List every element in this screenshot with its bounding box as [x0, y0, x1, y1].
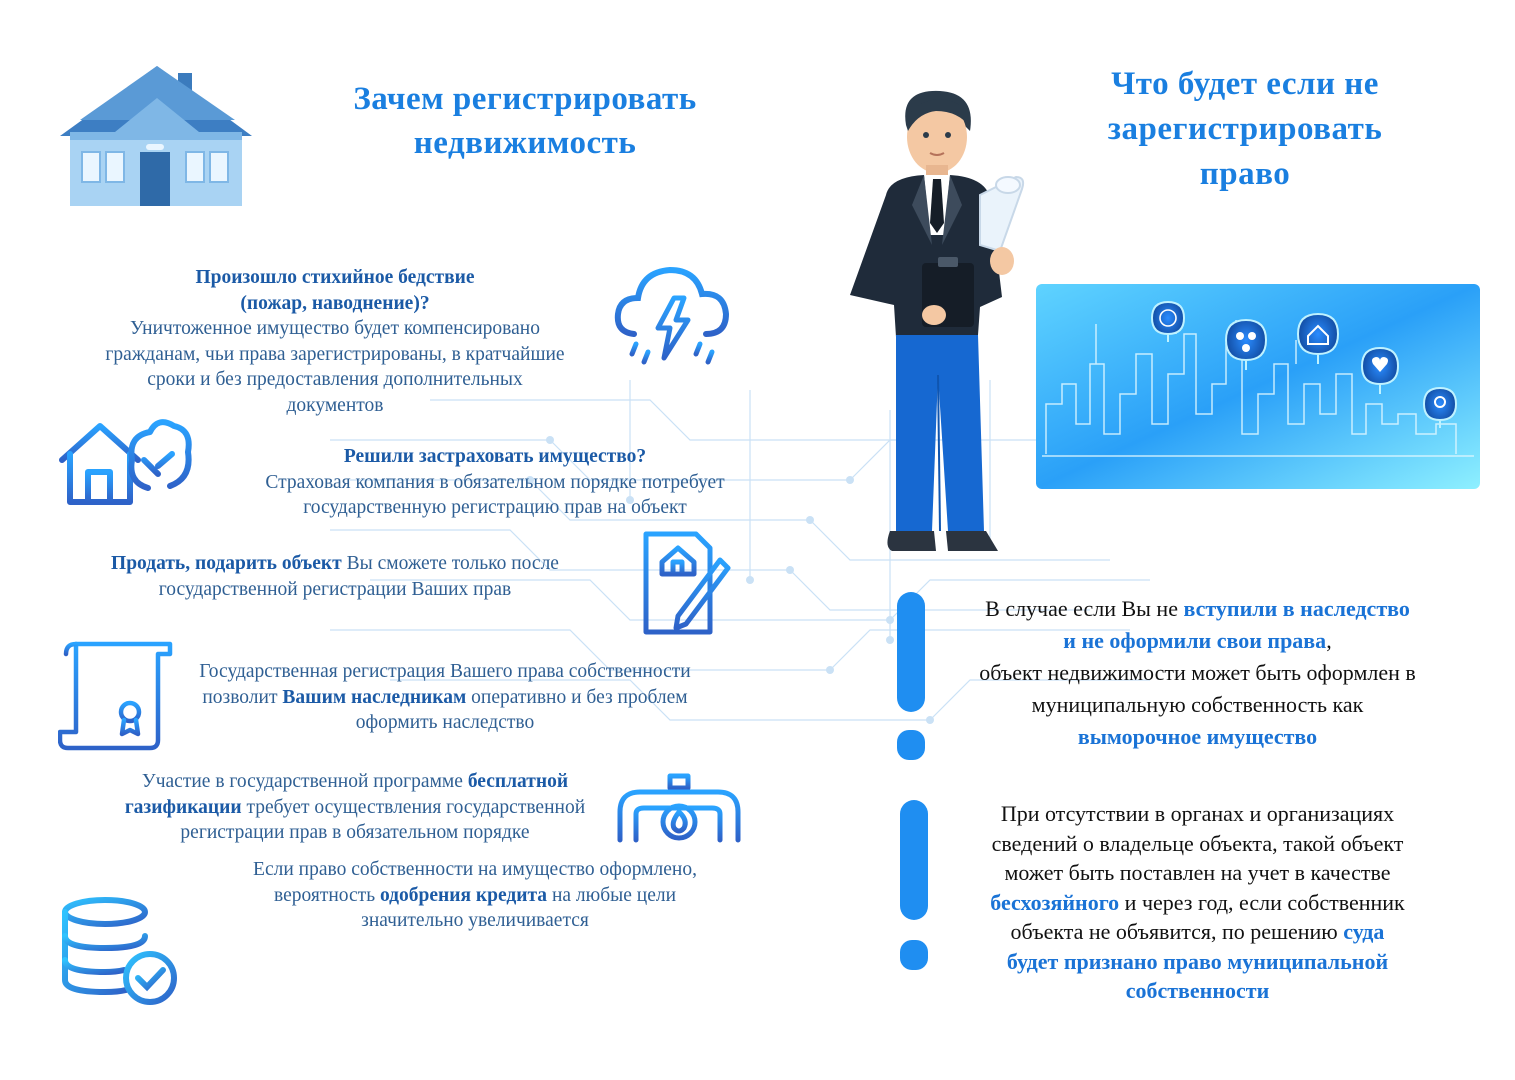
ownerless-line-1: При отсутствии в органах и организациях: [1000, 801, 1395, 826]
gas-paragraph: [60, 769, 650, 846]
escheat-paragraph: [935, 593, 1460, 753]
exclamation-icon-2: [896, 800, 932, 972]
sale-bold: Продать, подарить объект: [111, 553, 342, 574]
inheritance-text-b: оперативно и без проблем: [466, 686, 688, 708]
left-title: Зачем регистрировать недвижимость: [353, 81, 697, 161]
ownerless-bold-5: суда: [1343, 919, 1385, 944]
right-title: Что будет если не зарегистрировать право: [1107, 66, 1383, 192]
credit-line-3: значительно увеличивается: [361, 910, 589, 931]
inheritance-bold: Вашим наследникам: [282, 686, 467, 708]
ownerless-bold-6: будет признано право муниципальной: [1006, 948, 1389, 974]
gas-line-3: регистрации прав в обязательном порядке: [180, 822, 530, 843]
gas-bold-2: газификации: [124, 796, 242, 818]
gas-bold-1: бесплатной: [467, 771, 569, 792]
sale-paragraph: [40, 551, 630, 602]
gas-text-1: Участие в государственной программе: [141, 771, 468, 792]
escheat-line-4: муниципальную собственность как: [1031, 692, 1364, 717]
escheat-text-1: В случае если Вы не: [985, 596, 1184, 621]
smart-city-illustration: [1036, 284, 1480, 489]
ownerless-bold-4: бесхозяйного: [990, 889, 1120, 915]
escheat-bold-5: выморочное имущество: [1077, 724, 1318, 749]
inheritance-line-3: оформить наследство: [355, 712, 535, 733]
disaster-question-1: Произошло стихийное бедствие: [195, 267, 475, 288]
disaster-line-1: Уничтоженное имущество будет компенсировано: [130, 318, 540, 339]
credit-text-a: вероятность: [273, 884, 380, 906]
credit-bold: одобрения кредита: [379, 884, 548, 906]
insurance-line-1: Страховая компания в обязательном порядке потребует: [265, 471, 725, 493]
storm-cloud-icon: [612, 262, 732, 372]
house-icon: [60, 40, 255, 210]
ownerless-text-4: и через год, если собственник: [1119, 889, 1405, 915]
insurance-line-2: государственную регистрацию прав на объект: [303, 497, 687, 518]
ownerless-text-5: объекта не объявится, по решению: [1010, 919, 1344, 944]
disaster-line-4: документов: [286, 394, 384, 416]
sale-line-2: государственной регистрации Ваших прав: [158, 578, 512, 600]
escheat-line-3: объект недвижимости может быть оформлен в: [979, 660, 1416, 685]
disaster-line-3: сроки и без предоставления дополнительных: [147, 369, 523, 390]
gas-pipe-icon: [616, 758, 741, 848]
ownerless-paragraph: [935, 799, 1460, 1006]
document-pencil-icon: [640, 528, 732, 640]
disaster-paragraph: [40, 265, 630, 418]
escheat-bold-2: и не оформили свои права: [1063, 628, 1327, 653]
insurance-question: Решили застраховать имущество?: [343, 446, 647, 467]
insurance-paragraph: [200, 444, 790, 521]
disaster-line-2: гражданам, чьи права зарегистрированы, в кратчайшие: [105, 343, 565, 365]
inheritance-paragraph: [150, 659, 740, 736]
sale-text: Вы сможете только после: [341, 553, 559, 574]
gas-text-2: требует осуществления государственной: [241, 796, 586, 818]
disaster-question-2: (пожар, наводнение)?: [240, 292, 430, 314]
ownerless-line-2: сведений о владельце объекта, такой объект: [991, 830, 1404, 856]
businessman-illustration: [840, 85, 1040, 555]
exclamation-icon: [893, 592, 929, 762]
ownerless-line-3: может быть поставлен на учет в качестве: [1004, 860, 1391, 885]
inheritance-text-a: позволит: [202, 686, 283, 708]
house-tree-icon: [58, 412, 193, 507]
escheat-comma: ,: [1326, 628, 1332, 653]
escheat-bold-1: вступили в наследство: [1183, 596, 1410, 621]
ownerless-bold-7: собственности: [1125, 978, 1270, 1003]
database-check-icon: [60, 896, 180, 1008]
credit-line-1: Если право собственности на имущество оформлено,: [253, 859, 697, 880]
credit-text-b: на любые цели: [547, 884, 677, 906]
credit-paragraph: [180, 857, 770, 934]
inheritance-line-1: Государственная регистрация Вашего права собственности: [199, 661, 691, 682]
